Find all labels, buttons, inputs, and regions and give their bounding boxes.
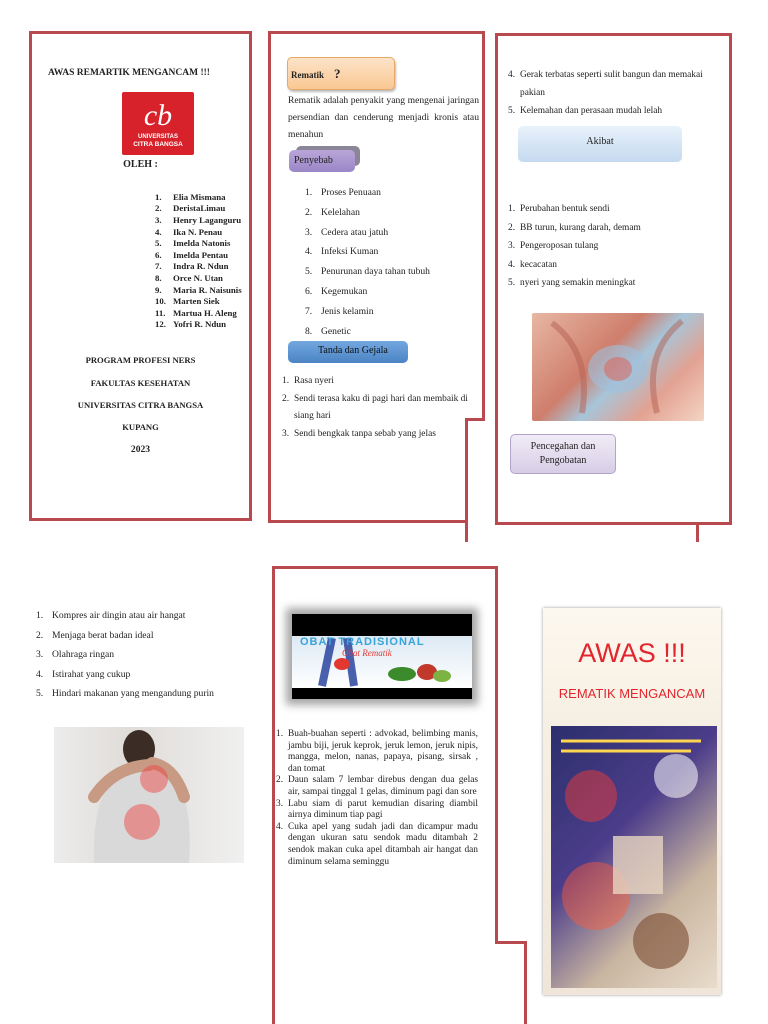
list-item	[305, 223, 475, 243]
list-item	[155, 273, 242, 285]
list-item-text: Henry Laganguru	[173, 214, 242, 225]
list-item-text: Kompres air dingin atau air hangat	[52, 610, 186, 621]
penyebab-label: Penyebab	[294, 155, 333, 166]
brochure-title: AWAS REMARTIK MENGANCAM !!!	[48, 68, 210, 78]
list-item-text: Jenis kelamin	[321, 305, 374, 317]
list-item	[36, 606, 251, 626]
list-item-number: 5.	[155, 238, 162, 249]
list-item-text: Orce N. Utan	[173, 272, 223, 283]
list-item	[282, 373, 478, 391]
city-label: KUPANG	[122, 422, 159, 432]
list-item-number: 4.	[508, 70, 516, 80]
pencegahan-label: Pencegahan dan Pengobatan	[530, 441, 596, 466]
list-item	[282, 426, 478, 444]
panel5-right-border	[495, 566, 498, 944]
gejala-button[interactable]	[288, 341, 408, 363]
gejala-label: Tanda dan Gejala	[318, 345, 388, 356]
list-item-text: Cedera atau jatuh	[321, 226, 389, 238]
list-item-number: 6.	[305, 285, 313, 297]
panel2-right-border	[482, 31, 485, 418]
akibat-button[interactable]	[518, 126, 682, 162]
poster-subtitle: REMATIK MENGANCAM	[558, 686, 706, 701]
list-item-number: 8.	[155, 272, 162, 283]
list-item-text: Elia Mismana	[173, 191, 226, 202]
list-item-number: 5.	[508, 106, 516, 116]
list-item-text: Infeksi Kuman	[321, 246, 379, 258]
list-item-text: Cuka apel yang sudah jadi dan dicampur madu dengan ukuran satu sendok madu ditambah 2 sendok makan cuka apel ditambah air hangat dan diminum selama seminggu	[288, 821, 478, 867]
list-item-number: 1.	[276, 729, 284, 739]
list-item-number: 7.	[155, 261, 162, 272]
list-item-text: Buah-buahan seperti : advokad, belimbing manis, jambu biji, jeruk keprok, jeruk lemon, jeruk nipis, mangga, melon, nanas, papaya, pisang, sirsak , dan tomat	[288, 729, 478, 774]
list-item-text: Kelemahan dan perasaan mudah lelah	[520, 106, 663, 116]
list-item-number: 3.	[305, 226, 313, 238]
list-item-text: Proses Penuaan	[321, 187, 381, 198]
list-item-text: Marten Siek	[173, 296, 220, 307]
list-item-number: 3.	[36, 649, 44, 660]
list-item-text: Genetic	[321, 325, 351, 337]
panel3-tab	[696, 522, 699, 542]
list-item	[276, 729, 478, 775]
list-item-text: Indra R. Ndun	[173, 261, 229, 272]
list-item-number: 4.	[305, 246, 313, 258]
list-item-number: 2.	[155, 203, 162, 214]
list-item-number: 11.	[155, 307, 166, 318]
list-item	[155, 215, 242, 227]
back-pain-image	[54, 727, 244, 863]
panel5-top-border	[272, 566, 498, 569]
list-item-text: Kegemukan	[321, 285, 368, 297]
list-item-text: Istirahat yang cukup	[52, 668, 131, 680]
list-item	[508, 256, 723, 275]
list-item	[305, 242, 475, 262]
list-item-text: BB turun, kurang darah, demam	[520, 222, 641, 233]
list-item-number: 2.	[276, 775, 284, 786]
list-item	[155, 250, 242, 262]
list-item	[305, 322, 475, 342]
banner-title: OBAT TRADISIONAL	[300, 636, 425, 648]
list-item	[508, 219, 723, 238]
list-item	[36, 684, 251, 704]
list-item	[155, 261, 242, 273]
list-item-number: 4.	[36, 668, 44, 680]
list-item	[508, 66, 718, 102]
list-item	[155, 296, 242, 308]
list-item-text: DeristaLimau	[173, 203, 226, 214]
list-item	[155, 308, 242, 320]
list-item	[508, 200, 723, 219]
list-item-text: Labu siam di parut kemudian disaring diambil airnya diminum tiap pagi	[288, 798, 478, 821]
faculty-label: FAKULTAS KESEHATAN	[90, 378, 191, 388]
list-item	[305, 282, 475, 302]
poster-title: AWAS !!!	[578, 638, 686, 668]
university-logo	[122, 92, 194, 155]
list-item-number: 1.	[282, 376, 290, 386]
question-mark: ?	[334, 66, 341, 81]
list-item-text: Martua H. Aleng	[173, 307, 237, 318]
list-item	[276, 822, 478, 868]
list-item-text: nyeri yang semakin meningkat	[520, 278, 636, 288]
list-item	[305, 302, 475, 322]
list-item-text: Imelda Pentau	[173, 249, 228, 260]
university-label: UNIVERSITAS CITRA BANGSA	[77, 400, 204, 410]
effects-panel	[495, 33, 732, 525]
list-item-text: Daun salam 7 lembar direbus dengan dua gelas air, sampai tinggal 1 gelas, diminum pagi dan sore	[288, 775, 478, 797]
list-item-number: 4.	[276, 821, 284, 832]
list-item	[36, 665, 251, 685]
list-item-number: 6.	[155, 249, 162, 260]
list-item-number: 1.	[305, 187, 313, 198]
list-item-number: 1.	[36, 610, 44, 621]
poster-collage	[551, 726, 717, 988]
akibat-label: Akibat	[586, 136, 614, 147]
list-item	[155, 227, 242, 239]
list-item	[155, 319, 242, 331]
list-item-number: 8.	[305, 325, 313, 337]
list-item-number: 2.	[36, 629, 44, 641]
list-item-number: 2.	[305, 206, 313, 218]
list-item	[276, 799, 478, 822]
svg-text:CITRA BANGSA: CITRA BANGSA	[133, 141, 183, 148]
list-item	[508, 274, 723, 293]
list-item-text: kecacatan	[520, 259, 557, 270]
panel5-left-border	[272, 566, 275, 1024]
list-item-number: 7.	[305, 305, 313, 317]
list-item-number: 5.	[305, 266, 313, 278]
list-item-text: Pengeroposan tulang	[520, 241, 599, 251]
rematik-cover-poster	[543, 608, 721, 995]
author-list	[115, 192, 242, 331]
list-item-text: Sendi bengkak tanpa sebab yang jelas	[294, 428, 436, 439]
list-item-text: Rasa nyeri	[294, 376, 334, 386]
panel2-left-border	[268, 31, 271, 523]
list-item	[282, 391, 478, 426]
penyebab-button[interactable]	[289, 150, 355, 172]
year-label: 2023	[130, 444, 151, 455]
list-item	[155, 285, 242, 297]
list-item-number: 5.	[36, 688, 44, 699]
list-item	[508, 237, 723, 256]
list-item-number: 4.	[155, 226, 162, 237]
rematik-definition: Rematik adalah penyakit yang mengenai jaringan persendian dan cenderung menjadi kronis atau menahun	[288, 95, 479, 140]
remedies-list	[276, 729, 478, 868]
list-item-text: Imelda Natonis	[173, 238, 231, 249]
list-item-number: 12.	[155, 319, 166, 330]
list-item	[155, 238, 242, 250]
list-item-number: 2.	[282, 393, 290, 404]
rematik-label: Rematik	[291, 70, 324, 80]
list-item-text: Gerak terbatas seperti sulit bangun dan memakai pakian	[520, 70, 703, 98]
list-item-text: Perubahan bentuk sendi	[520, 204, 610, 214]
list-item-number: 1.	[155, 191, 162, 202]
list-item	[508, 102, 718, 120]
list-item-text: Sendi terasa kaku di pagi hari dan membaik di siang hari	[294, 393, 468, 421]
list-item-number: 10.	[155, 296, 166, 307]
causes-list	[305, 183, 475, 341]
list-item-number: 1.	[508, 204, 516, 214]
list-item	[36, 645, 251, 665]
cover-panel	[29, 31, 252, 521]
oleh-label: OLEH :	[123, 159, 158, 170]
svg-text:cb: cb	[143, 99, 173, 132]
list-item-text: Hindari makanan yang mengandung purin	[52, 688, 214, 699]
panel5-step-top	[495, 941, 527, 944]
rematik-button[interactable]	[287, 57, 395, 90]
list-item-number: 3.	[508, 241, 516, 251]
list-item-number: 3.	[282, 428, 290, 439]
list-item-number: 9.	[155, 284, 162, 295]
list-item-text: Ika N. Penau	[173, 226, 223, 237]
panel2-top-border	[268, 31, 485, 34]
list-item-number: 5.	[508, 278, 516, 288]
knee-pain-image	[532, 313, 704, 421]
effects-list	[508, 200, 723, 293]
svg-text:UNIVERSITAS: UNIVERSITAS	[138, 134, 178, 140]
list-item	[36, 626, 251, 646]
symptoms-continued-list	[508, 66, 718, 120]
list-item-text: Menjaga berat badan ideal	[52, 629, 154, 641]
list-item-text: Olahraga ringan	[52, 649, 115, 660]
list-item-text: Maria R. Naisunis	[173, 284, 242, 295]
panel5-step-border	[524, 941, 527, 1024]
list-item-number: 3.	[276, 798, 284, 809]
symptoms-list	[282, 373, 478, 443]
list-item-text: Penurunan daya tahan tubuh	[321, 266, 430, 278]
list-item	[305, 183, 475, 203]
list-item	[305, 262, 475, 282]
prevention-list	[36, 606, 251, 704]
list-item	[155, 192, 242, 204]
list-item	[305, 203, 475, 223]
list-item-number: 4.	[508, 259, 516, 270]
list-item-text: Kelelahan	[321, 206, 360, 218]
traditional-medicine-banner	[292, 614, 472, 699]
panel2-bottom-border	[268, 520, 468, 523]
banner-subtitle: Obat Rematik	[342, 648, 392, 658]
list-item	[155, 203, 242, 215]
pencegahan-button[interactable]	[510, 434, 616, 474]
program-label: PROGRAM PROFESI NERS	[85, 355, 196, 365]
list-item-number: 3.	[155, 214, 162, 225]
list-item-number: 2.	[508, 222, 516, 233]
list-item	[276, 775, 478, 798]
list-item-text: Yofri R. Ndun	[173, 319, 227, 330]
